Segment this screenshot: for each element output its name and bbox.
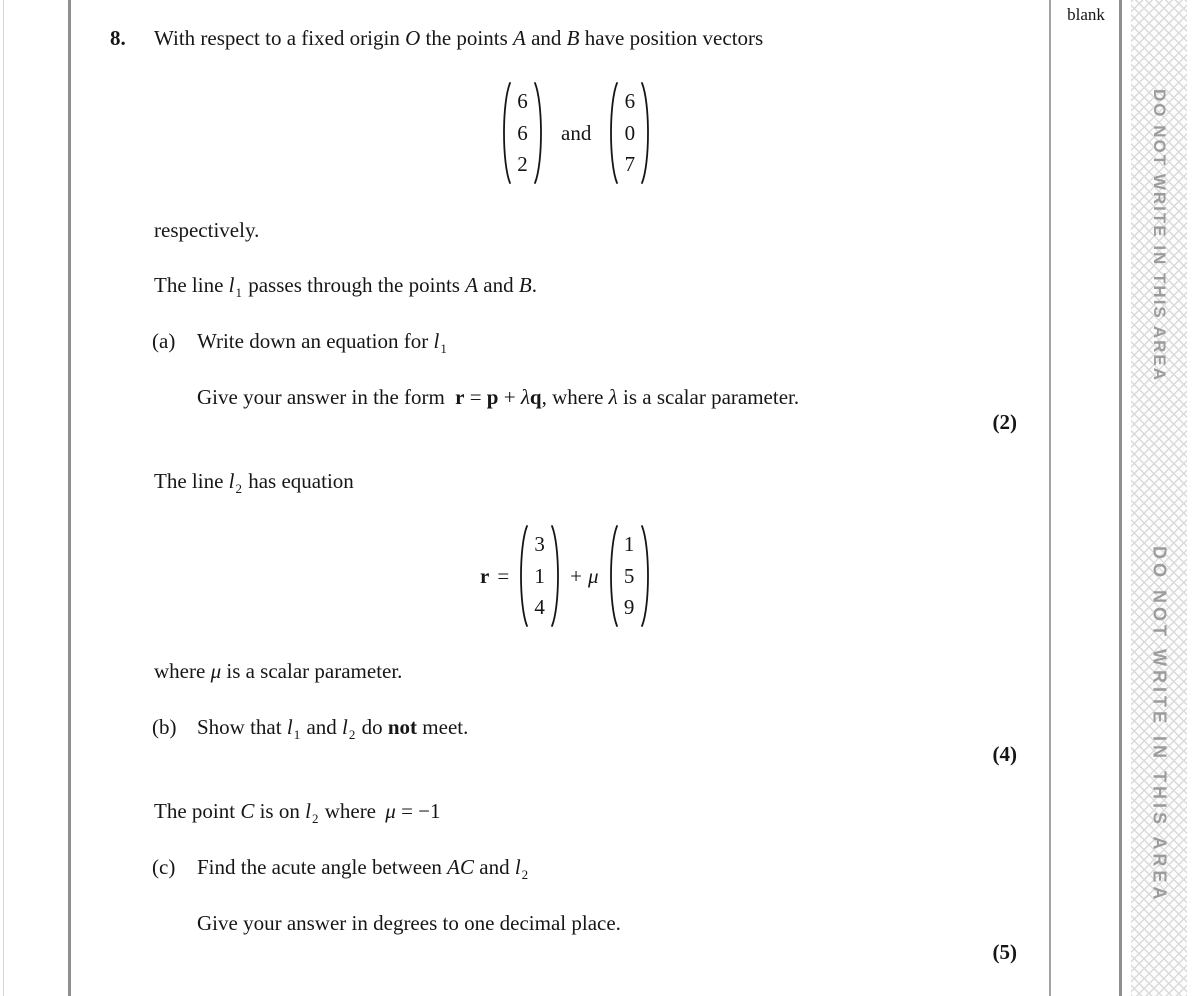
where-mu-line: where μ is a scalar parameter. (154, 659, 403, 683)
line-l1-statement: The line $l_1$ passes through the points A and B. (154, 273, 537, 300)
r-vector-symbol: r (480, 563, 490, 588)
do-not-write-text: DO NOT WRITE IN THIS AREA (1150, 89, 1169, 383)
right-inner-rule (1049, 0, 1051, 996)
l2-direction-entries: 1 5 9 (623, 532, 635, 619)
left-paren (498, 81, 512, 185)
right-paren (533, 81, 547, 185)
vector-b-matrix (605, 81, 654, 185)
mu-symbol: μ (588, 563, 599, 588)
left-edge-rule (3, 0, 4, 996)
left-paren (605, 81, 619, 185)
part-c-label: (c) (152, 855, 176, 879)
do-not-write-text: DO NOT WRITE IN THIS AREA (1149, 546, 1170, 904)
blank-label: blank (1067, 5, 1105, 24)
l2-point-matrix (515, 524, 564, 628)
marks-part-b: (4) (992, 742, 1017, 766)
right-paren (640, 81, 654, 185)
l2-direction-matrix (605, 524, 654, 628)
right-outer-rule (1119, 0, 1122, 996)
vector-a-matrix (498, 81, 547, 185)
equals-sign: = (497, 563, 510, 588)
part-b-label: (b) (152, 715, 177, 739)
vector-b-entries: 6 0 7 (624, 89, 636, 176)
do-not-write-bottom (1131, 540, 1187, 910)
part-a-form-line: Give your answer in the form r = p + λq, where λ is a scalar parameter. (197, 385, 800, 409)
do-not-write-top (1131, 80, 1187, 392)
respectively-line: respectively. (154, 218, 260, 242)
line-l2-statement: The line $l_2$ has equation (154, 469, 354, 496)
marks-part-a: (2) (992, 410, 1017, 434)
part-a-label: (a) (152, 329, 176, 353)
right-paren (640, 524, 654, 628)
question-number: 8. (110, 26, 126, 50)
position-vectors (498, 81, 654, 185)
left-margin-rule (68, 0, 71, 996)
marks-part-c: (5) (992, 940, 1017, 964)
vector-a-entries: 6 6 2 (517, 89, 528, 176)
l2-point-entries: 3 1 4 (534, 532, 545, 619)
point-c-line: The point C is on $l_2$ where μ = −1 (154, 799, 441, 826)
plus-sign: + (570, 563, 583, 588)
left-paren (515, 524, 529, 628)
question-intro: With respect to a fixed origin O the points A and B have position vectors (154, 26, 764, 50)
left-paren (605, 524, 619, 628)
part-c-text: Find the acute angle between AC and $l_2$ (197, 855, 529, 882)
l2-equation (480, 524, 654, 628)
vectors-joiner: and (561, 120, 592, 145)
right-paren (550, 524, 564, 628)
part-c-degrees-line: Give your answer in degrees to one decimal place. (197, 911, 621, 935)
part-b-text: Show that $l_1$ and $l_2$ do not meet. (197, 715, 469, 742)
part-a-text: Write down an equation for $l_1$ (197, 329, 447, 356)
